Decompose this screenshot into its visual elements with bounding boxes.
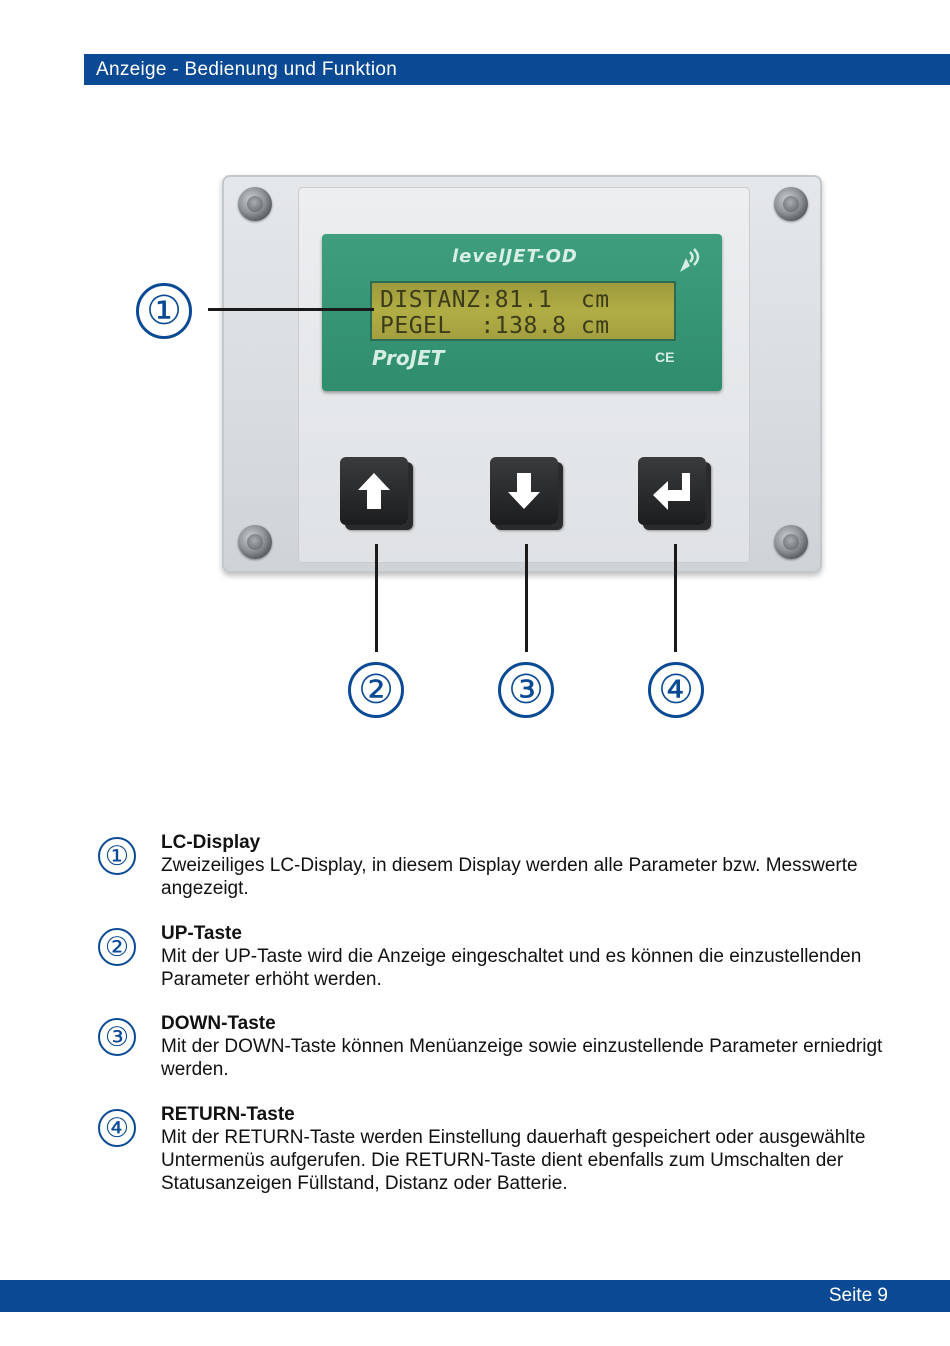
legend-number-4: ④ [98, 1109, 136, 1147]
screw-icon [774, 525, 808, 559]
legend-number-1: ① [98, 837, 136, 875]
lcd-line-2: PEGEL :138.8 cm [380, 313, 610, 339]
return-key[interactable] [638, 457, 706, 525]
callout-2: ② [348, 662, 404, 718]
legend-description: Mit der RETURN-Taste werden Einstellung dauerhaft gespeichert oder ausgewählte Untermenüs aufgerufen. Die RETURN-Taste dient ebenfalls zum Umschalten der Statusanzeigen Füllstand, Distanz oder Batterie. [161, 1127, 866, 1194]
legend-description: Zweizeiliges LC-Display, in diesem Display werden alle Parameter bzw. Messwerte angezeigt. [161, 855, 858, 899]
callout-4: ④ [648, 662, 704, 718]
display-panel [322, 234, 722, 391]
legend-title: DOWN-Taste [161, 1013, 276, 1034]
leader-line-4 [674, 544, 677, 652]
wireless-signal-icon [676, 246, 706, 276]
header-title: Anzeige - Bedienung und Funktion [96, 59, 398, 80]
leader-line-3 [525, 544, 528, 652]
down-key[interactable] [490, 457, 558, 525]
page-number: Seite 9 [828, 1285, 888, 1306]
legend-item-up-taste [161, 922, 901, 991]
legend-number-2: ② [98, 928, 136, 966]
callout-3: ③ [498, 662, 554, 718]
ce-mark: CE [655, 349, 675, 365]
leader-line-1 [208, 308, 374, 311]
page-footer [0, 1280, 950, 1312]
lcd-line-1: DISTANZ:81.1 cm [380, 287, 610, 313]
legend-title: RETURN-Taste [161, 1104, 295, 1125]
lc-display [370, 281, 676, 341]
legend-title: LC-Display [161, 832, 261, 853]
legend-item-return-taste [161, 1103, 901, 1195]
page-header [84, 54, 950, 85]
down-arrow-icon [490, 457, 558, 525]
brand-logo: ProJET [372, 346, 445, 370]
leader-line-2 [375, 544, 378, 652]
legend-description: Mit der UP-Taste wird die Anzeige eingeschaltet und es können die einzustellenden Parameter erhöht werden. [161, 946, 862, 990]
screw-icon [238, 187, 272, 221]
legend-number-3: ③ [98, 1018, 136, 1056]
return-icon [638, 457, 706, 525]
legend-item-down-taste [161, 1012, 901, 1081]
screw-icon [238, 525, 272, 559]
legend-title: UP-Taste [161, 923, 242, 944]
up-key[interactable] [340, 457, 408, 525]
callout-1: ① [136, 283, 192, 339]
screw-icon [774, 187, 808, 221]
legend-item-lc-display [161, 831, 901, 900]
up-arrow-icon [340, 457, 408, 525]
legend-description: Mit der DOWN-Taste können Menüanzeige sowie einzustellende Parameter erniedrigt werden. [161, 1036, 883, 1080]
model-label: levelJET-OD [452, 246, 578, 267]
